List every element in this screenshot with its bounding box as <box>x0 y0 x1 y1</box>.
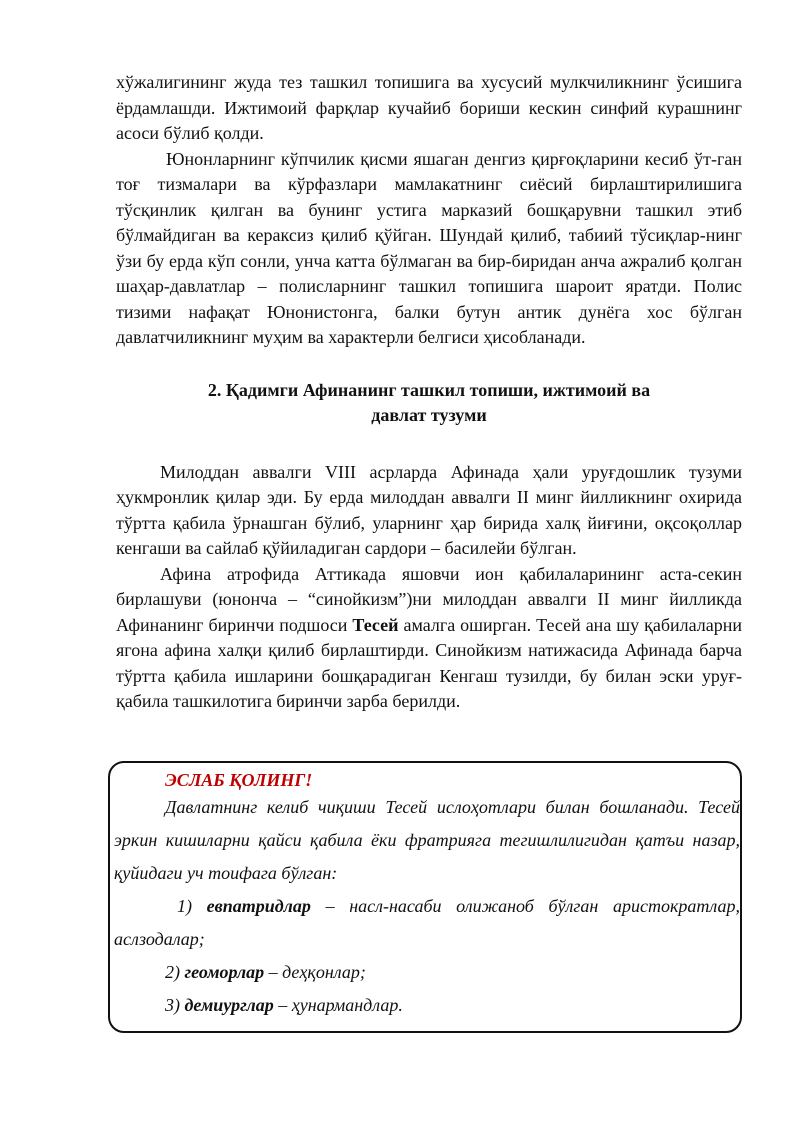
list-item-desc: – ҳунармандлар. <box>273 995 403 1015</box>
section-heading-line-2: давлат тузуми <box>371 404 487 425</box>
list-item-number: 2) <box>165 962 180 982</box>
section-heading-line-1: 2. Қадимги Афинанинг ташкил топиши, ижтимоий ва <box>207 379 651 400</box>
list-item-term: демиурглар <box>184 995 274 1015</box>
remember-box-title: ЭСЛАБ ҚОЛИНГ! <box>165 770 313 790</box>
remember-box-intro: Давлатнинг келиб чиқиши Тесей ислоҳотлари билан бошланади. Тесей эркин кишиларни қайси қабила ёки фратрияга тегишлилигидан қатъи назар, қуйидаги уч тоифага бўлган: <box>114 797 740 883</box>
section-heading <box>116 378 742 428</box>
paragraph-4-before: Афина атрофида Аттикада яшовчи ион қабилаларининг аста-секин бирлашуви (юнонча – “синойкизм”)ни милоддан аввалги II минг йилликда Афинанинг биринчи подшоси <box>116 563 742 635</box>
list-item-desc: – деҳқонлар; <box>264 962 366 982</box>
paragraph-4 <box>116 562 742 715</box>
list-item-term: евпатридлар <box>206 896 311 916</box>
paragraph-2: Юнонларнинг кўпчилик қисми яшаган денгиз қирғоқларини кесиб ўт-ган тоғ тизмалари ва кўрфазлари мамлакатнинг сиёсий бирлаштирилишига тўсқинлик қилган ва бунинг устига марказий бошқарувни ташкил этиб бўлмайдиган ва кераксиз қилиб қўйган. Шундай қилиб, табиий тўсиқлар-нинг ўзи бу ерда кўп сонли, унча катта бўлмаган ва бир-биридан анча ажралиб қолган шаҳар-давлатлар – полисларнинг ташкил топишига шароит яратди. Полис тизими нафақат Юнонистонга, балки бутун антик дунёга хос бўлган давлатчиликнинг муҳим ва характерли белгиси ҳисобланади. <box>116 148 742 347</box>
list-item-term: геоморлар <box>184 962 265 982</box>
page-content <box>116 70 742 715</box>
list-item <box>114 890 740 956</box>
list-item-number: 3) <box>165 995 180 1015</box>
paragraph-4-after: амалга оширган. Тесей ана шу қабилаларни ягона афина халқи қилиб бирлаштирди. Синойкизм натижасида Афинада барча тўртта қабила ишларини бошқарадиган Кенгаш тузилди, бу билан эски уруғ-қабила ташкилотига биринчи зарба берилди. <box>116 614 742 711</box>
list-item-number: 1) <box>177 896 192 916</box>
paragraph-3: Милоддан аввалги VIII асрларда Афинада ҳали уруғдошлик тузуми ҳукмронлик қилар эди. Бу ерда милоддан аввалги II минг йилликнинг охирида тўртта қабила ўрнашган бўлиб, уларнинг ҳар бирида халқ йиғини, оқсоқоллар кенгаши ва сайлаб қўйиладиган сардори – басилейи бўлган. <box>116 461 742 558</box>
list-item <box>114 956 740 989</box>
list-item-desc: – насл-насаби олижаноб бўлган аристократлар, аслзодалар; <box>114 896 740 949</box>
list-item <box>114 989 740 1022</box>
paragraph-1: хўжалигининг жуда тез ташкил топишига ва хусусий мулкчиликнинг ўсишига ёрдамлашди. Ижтимоий фарқлар кучайиб бориши кескин синфий курашнинг асоси бўлиб қолди. <box>116 72 742 143</box>
tesey-bold: Тесей <box>352 614 399 635</box>
remember-box <box>108 761 742 1033</box>
